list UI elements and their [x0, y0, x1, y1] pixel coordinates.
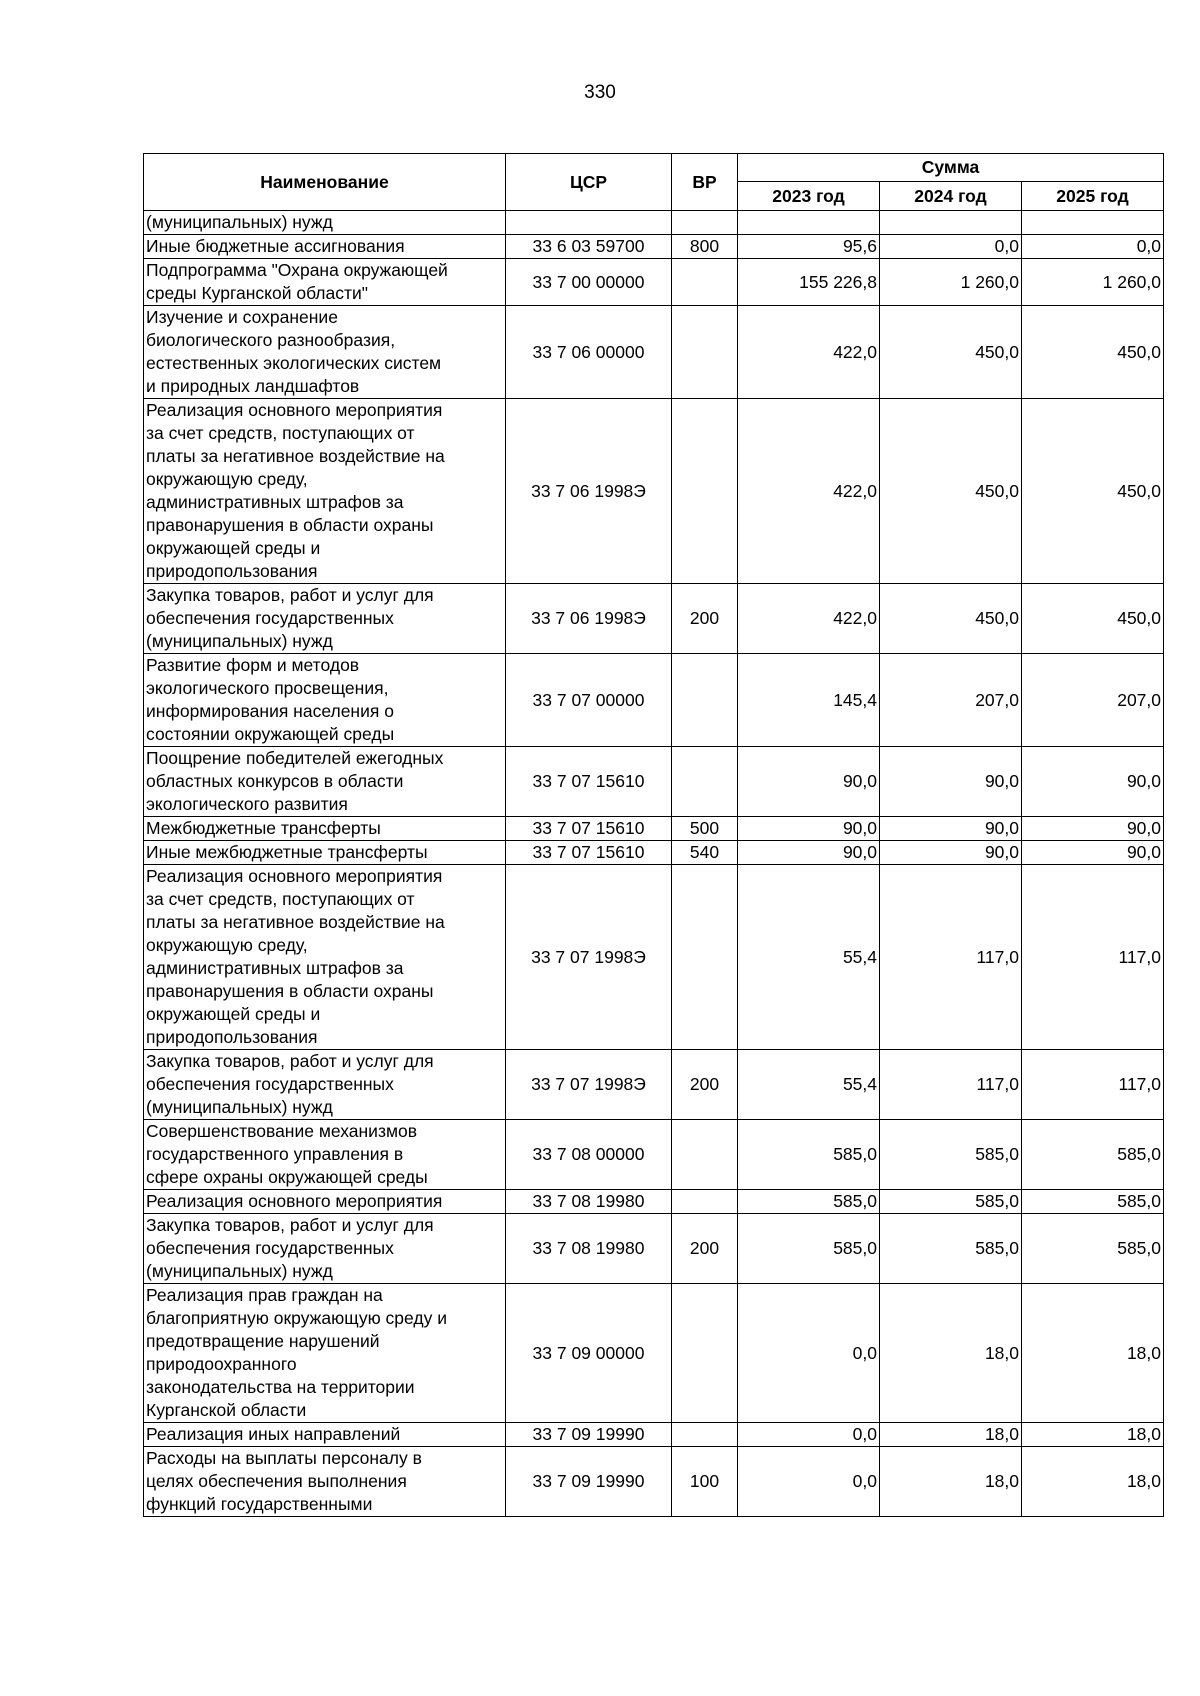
- row-sum-2024: 90,0: [880, 747, 1022, 817]
- row-sum-2025: 207,0: [1022, 654, 1164, 747]
- row-name-line: обеспечения государственных: [146, 1074, 394, 1094]
- row-sum-2024: 90,0: [880, 841, 1022, 865]
- row-name-line: правонарушения в области охраны: [146, 515, 434, 535]
- row-name-line: за счет средств, поступающих от: [146, 889, 415, 909]
- row-name-line: Иные межбюджетные трансферты: [146, 842, 428, 862]
- row-vr: 100: [672, 1447, 738, 1517]
- table-row: [144, 654, 1164, 747]
- row-sum-2023: 422,0: [738, 584, 880, 654]
- row-csr: 33 7 07 15610: [506, 841, 672, 865]
- row-sum-2025: 90,0: [1022, 817, 1164, 841]
- page-number: 330: [584, 82, 616, 103]
- row-sum-2025: 0,0: [1022, 235, 1164, 259]
- row-sum-2025: 90,0: [1022, 841, 1164, 865]
- row-name-line: Реализация основного мероприятия: [146, 400, 443, 420]
- row-name-line: окружающей среды и: [146, 1004, 321, 1024]
- row-sum-2025: 585,0: [1022, 1120, 1164, 1190]
- row-name: [144, 235, 506, 259]
- row-sum-2023: 155 226,8: [738, 259, 880, 306]
- row-sum-2024: 207,0: [880, 654, 1022, 747]
- row-name: [144, 1284, 506, 1423]
- row-sum-2024: [880, 211, 1022, 235]
- row-vr: [672, 306, 738, 399]
- table-row: [144, 1214, 1164, 1284]
- table-row: [144, 817, 1164, 841]
- row-name-line: состоянии окружающей среды: [146, 724, 395, 744]
- row-sum-2023: 585,0: [738, 1120, 880, 1190]
- row-sum-2025: 450,0: [1022, 399, 1164, 584]
- row-name: [144, 1447, 506, 1517]
- row-sum-2024: 90,0: [880, 817, 1022, 841]
- table-row: [144, 1284, 1164, 1423]
- row-name-line: платы за негативное воздействие на: [146, 446, 445, 466]
- row-sum-2025: 450,0: [1022, 306, 1164, 399]
- row-name-line: информирования населения о: [146, 701, 394, 721]
- table-row: [144, 399, 1164, 584]
- row-name-line: Реализация основного мероприятия: [146, 866, 443, 886]
- table-row: [144, 747, 1164, 817]
- row-name-line: правонарушения в области охраны: [146, 981, 434, 1001]
- table-row: [144, 306, 1164, 399]
- row-name: [144, 399, 506, 584]
- row-csr: 33 7 06 1998Э: [506, 584, 672, 654]
- row-name-line: (муниципальных) нужд: [146, 212, 333, 232]
- row-vr: 800: [672, 235, 738, 259]
- table-row: [144, 841, 1164, 865]
- row-csr: 33 7 07 00000: [506, 654, 672, 747]
- row-name: [144, 1423, 506, 1447]
- row-sum-2024: 585,0: [880, 1190, 1022, 1214]
- row-csr: 33 7 06 1998Э: [506, 399, 672, 584]
- row-sum-2024: 0,0: [880, 235, 1022, 259]
- row-csr: 33 7 08 19980: [506, 1214, 672, 1284]
- row-name-line: природопользования: [146, 1027, 318, 1047]
- row-name-line: (муниципальных) нужд: [146, 631, 333, 651]
- header-csr: ЦСР: [506, 154, 672, 211]
- row-sum-2025: 117,0: [1022, 1050, 1164, 1120]
- row-name: [144, 584, 506, 654]
- row-sum-2023: 90,0: [738, 747, 880, 817]
- row-name: [144, 1120, 506, 1190]
- row-csr: 33 7 00 00000: [506, 259, 672, 306]
- row-sum-2025: 90,0: [1022, 747, 1164, 817]
- row-name-line: окружающую среду,: [146, 469, 308, 489]
- row-name-line: Реализация иных направлений: [146, 1424, 401, 1444]
- row-name-line: функций государственными: [146, 1494, 373, 1514]
- row-csr: 33 7 09 19990: [506, 1423, 672, 1447]
- row-name-line: Изучение и сохранение: [146, 307, 338, 327]
- row-csr: 33 7 07 1998Э: [506, 1050, 672, 1120]
- row-name-line: естественных экологических систем: [146, 353, 442, 373]
- table-row: [144, 211, 1164, 235]
- table-row: [144, 1190, 1164, 1214]
- row-name-line: областных конкурсов в области: [146, 771, 404, 791]
- row-csr: 33 6 03 59700: [506, 235, 672, 259]
- header-year-2025: 2025 год: [1022, 182, 1164, 211]
- row-name-line: и природных ландшафтов: [146, 376, 360, 396]
- row-name-line: окружающую среду,: [146, 935, 308, 955]
- row-sum-2025: 1 260,0: [1022, 259, 1164, 306]
- header-name: Наименование: [144, 154, 506, 211]
- row-sum-2023: 0,0: [738, 1284, 880, 1423]
- row-vr: [672, 1423, 738, 1447]
- row-sum-2024: 450,0: [880, 584, 1022, 654]
- row-csr: [506, 211, 672, 235]
- row-sum-2025: 585,0: [1022, 1214, 1164, 1284]
- row-vr: [672, 865, 738, 1050]
- row-sum-2025: 585,0: [1022, 1190, 1164, 1214]
- row-name-line: (муниципальных) нужд: [146, 1261, 333, 1281]
- row-csr: 33 7 07 15610: [506, 817, 672, 841]
- row-sum-2023: 90,0: [738, 841, 880, 865]
- row-sum-2024: 585,0: [880, 1120, 1022, 1190]
- row-name-line: Закупка товаров, работ и услуг для: [146, 585, 434, 605]
- row-name: [144, 306, 506, 399]
- table-row: [144, 865, 1164, 1050]
- row-vr: 200: [672, 1050, 738, 1120]
- row-name-line: предотвращение нарушений: [146, 1331, 380, 1351]
- row-sum-2023: 145,4: [738, 654, 880, 747]
- row-csr: 33 7 08 19980: [506, 1190, 672, 1214]
- header-vr: ВР: [672, 154, 738, 211]
- row-sum-2023: 0,0: [738, 1423, 880, 1447]
- header-sum: Сумма: [738, 154, 1164, 182]
- row-sum-2024: 117,0: [880, 1050, 1022, 1120]
- row-name-line: за счет средств, поступающих от: [146, 423, 415, 443]
- row-name-line: среды Курганской области": [146, 283, 368, 303]
- row-name-line: окружающей среды и: [146, 538, 321, 558]
- row-name-line: Межбюджетные трансферты: [146, 818, 381, 838]
- row-name-line: Курганской области: [146, 1400, 307, 1420]
- row-sum-2024: 18,0: [880, 1284, 1022, 1423]
- row-name: [144, 1050, 506, 1120]
- row-name-line: благоприятную окружающую среду и: [146, 1308, 447, 1328]
- table-body: [144, 211, 1164, 1517]
- row-name-line: законодательства на территории: [146, 1377, 415, 1397]
- row-csr: 33 7 09 00000: [506, 1284, 672, 1423]
- row-sum-2023: 55,4: [738, 1050, 880, 1120]
- row-name-line: платы за негативное воздействие на: [146, 912, 445, 932]
- row-sum-2023: 585,0: [738, 1214, 880, 1284]
- row-name: [144, 654, 506, 747]
- row-name-line: целях обеспечения выполнения: [146, 1471, 407, 1491]
- table-row: [144, 235, 1164, 259]
- row-vr: [672, 747, 738, 817]
- row-name-line: природопользования: [146, 561, 318, 581]
- budget-table: [143, 153, 1164, 1517]
- table-header: [144, 154, 1164, 211]
- row-name: [144, 1190, 506, 1214]
- row-vr: 200: [672, 1214, 738, 1284]
- row-sum-2025: 18,0: [1022, 1423, 1164, 1447]
- row-name-line: сфере охраны окружающей среды: [146, 1167, 428, 1187]
- row-name: [144, 1214, 506, 1284]
- row-name-line: административных штрафов за: [146, 958, 404, 978]
- table-row: [144, 1423, 1164, 1447]
- row-sum-2025: 450,0: [1022, 584, 1164, 654]
- table-row: [144, 584, 1164, 654]
- row-name: [144, 865, 506, 1050]
- header-year-2024: 2024 год: [880, 182, 1022, 211]
- row-name-line: Поощрение победителей ежегодных: [146, 748, 444, 768]
- table-row: [144, 1447, 1164, 1517]
- row-name-line: Иные бюджетные ассигнования: [146, 236, 405, 256]
- row-name-line: (муниципальных) нужд: [146, 1097, 333, 1117]
- row-name-line: Реализация прав граждан на: [146, 1285, 383, 1305]
- row-vr: [672, 259, 738, 306]
- row-name-line: биологического разнообразия,: [146, 330, 396, 350]
- row-sum-2024: 18,0: [880, 1423, 1022, 1447]
- row-vr: [672, 1120, 738, 1190]
- table-row: [144, 1120, 1164, 1190]
- row-sum-2023: 585,0: [738, 1190, 880, 1214]
- row-sum-2023: [738, 211, 880, 235]
- row-vr: [672, 1284, 738, 1423]
- row-sum-2024: 1 260,0: [880, 259, 1022, 306]
- row-csr: 33 7 08 00000: [506, 1120, 672, 1190]
- row-name: [144, 211, 506, 235]
- row-name-line: экологического развития: [146, 794, 348, 814]
- row-sum-2025: 117,0: [1022, 865, 1164, 1050]
- row-csr: 33 7 07 15610: [506, 747, 672, 817]
- row-sum-2023: 422,0: [738, 306, 880, 399]
- row-name-line: Закупка товаров, работ и услуг для: [146, 1051, 434, 1071]
- row-sum-2025: 18,0: [1022, 1447, 1164, 1517]
- row-name: [144, 817, 506, 841]
- row-vr: [672, 654, 738, 747]
- row-sum-2023: 422,0: [738, 399, 880, 584]
- row-name-line: обеспечения государственных: [146, 608, 394, 628]
- row-name: [144, 841, 506, 865]
- row-sum-2025: [1022, 211, 1164, 235]
- row-name-line: Подпрограмма "Охрана окружающей: [146, 260, 448, 280]
- row-csr: 33 7 07 1998Э: [506, 865, 672, 1050]
- row-sum-2024: 18,0: [880, 1447, 1022, 1517]
- row-name-line: обеспечения государственных: [146, 1238, 394, 1258]
- row-csr: 33 7 09 19990: [506, 1447, 672, 1517]
- row-name-line: административных штрафов за: [146, 492, 404, 512]
- row-sum-2024: 450,0: [880, 399, 1022, 584]
- row-vr: [672, 399, 738, 584]
- row-vr: 200: [672, 584, 738, 654]
- header-year-2023: 2023 год: [738, 182, 880, 211]
- row-sum-2024: 585,0: [880, 1214, 1022, 1284]
- row-sum-2023: 0,0: [738, 1447, 880, 1517]
- row-name-line: природоохранного: [146, 1354, 297, 1374]
- row-name: [144, 747, 506, 817]
- row-csr: 33 7 06 00000: [506, 306, 672, 399]
- row-vr: 540: [672, 841, 738, 865]
- row-name-line: Совершенствование механизмов: [146, 1121, 418, 1141]
- row-vr: [672, 211, 738, 235]
- row-vr: [672, 1190, 738, 1214]
- row-name-line: Закупка товаров, работ и услуг для: [146, 1215, 434, 1235]
- row-name-line: экологического просвещения,: [146, 678, 389, 698]
- row-sum-2025: 18,0: [1022, 1284, 1164, 1423]
- row-vr: 500: [672, 817, 738, 841]
- row-sum-2024: 117,0: [880, 865, 1022, 1050]
- row-name: [144, 259, 506, 306]
- row-name-line: Развитие форм и методов: [146, 655, 360, 675]
- row-sum-2023: 95,6: [738, 235, 880, 259]
- row-name-line: Реализация основного мероприятия: [146, 1191, 443, 1211]
- row-name-line: государственного управления в: [146, 1144, 404, 1164]
- row-sum-2023: 55,4: [738, 865, 880, 1050]
- table-row: [144, 1050, 1164, 1120]
- row-sum-2023: 90,0: [738, 817, 880, 841]
- table-row: [144, 259, 1164, 306]
- row-name-line: Расходы на выплаты персоналу в: [146, 1448, 422, 1468]
- row-sum-2024: 450,0: [880, 306, 1022, 399]
